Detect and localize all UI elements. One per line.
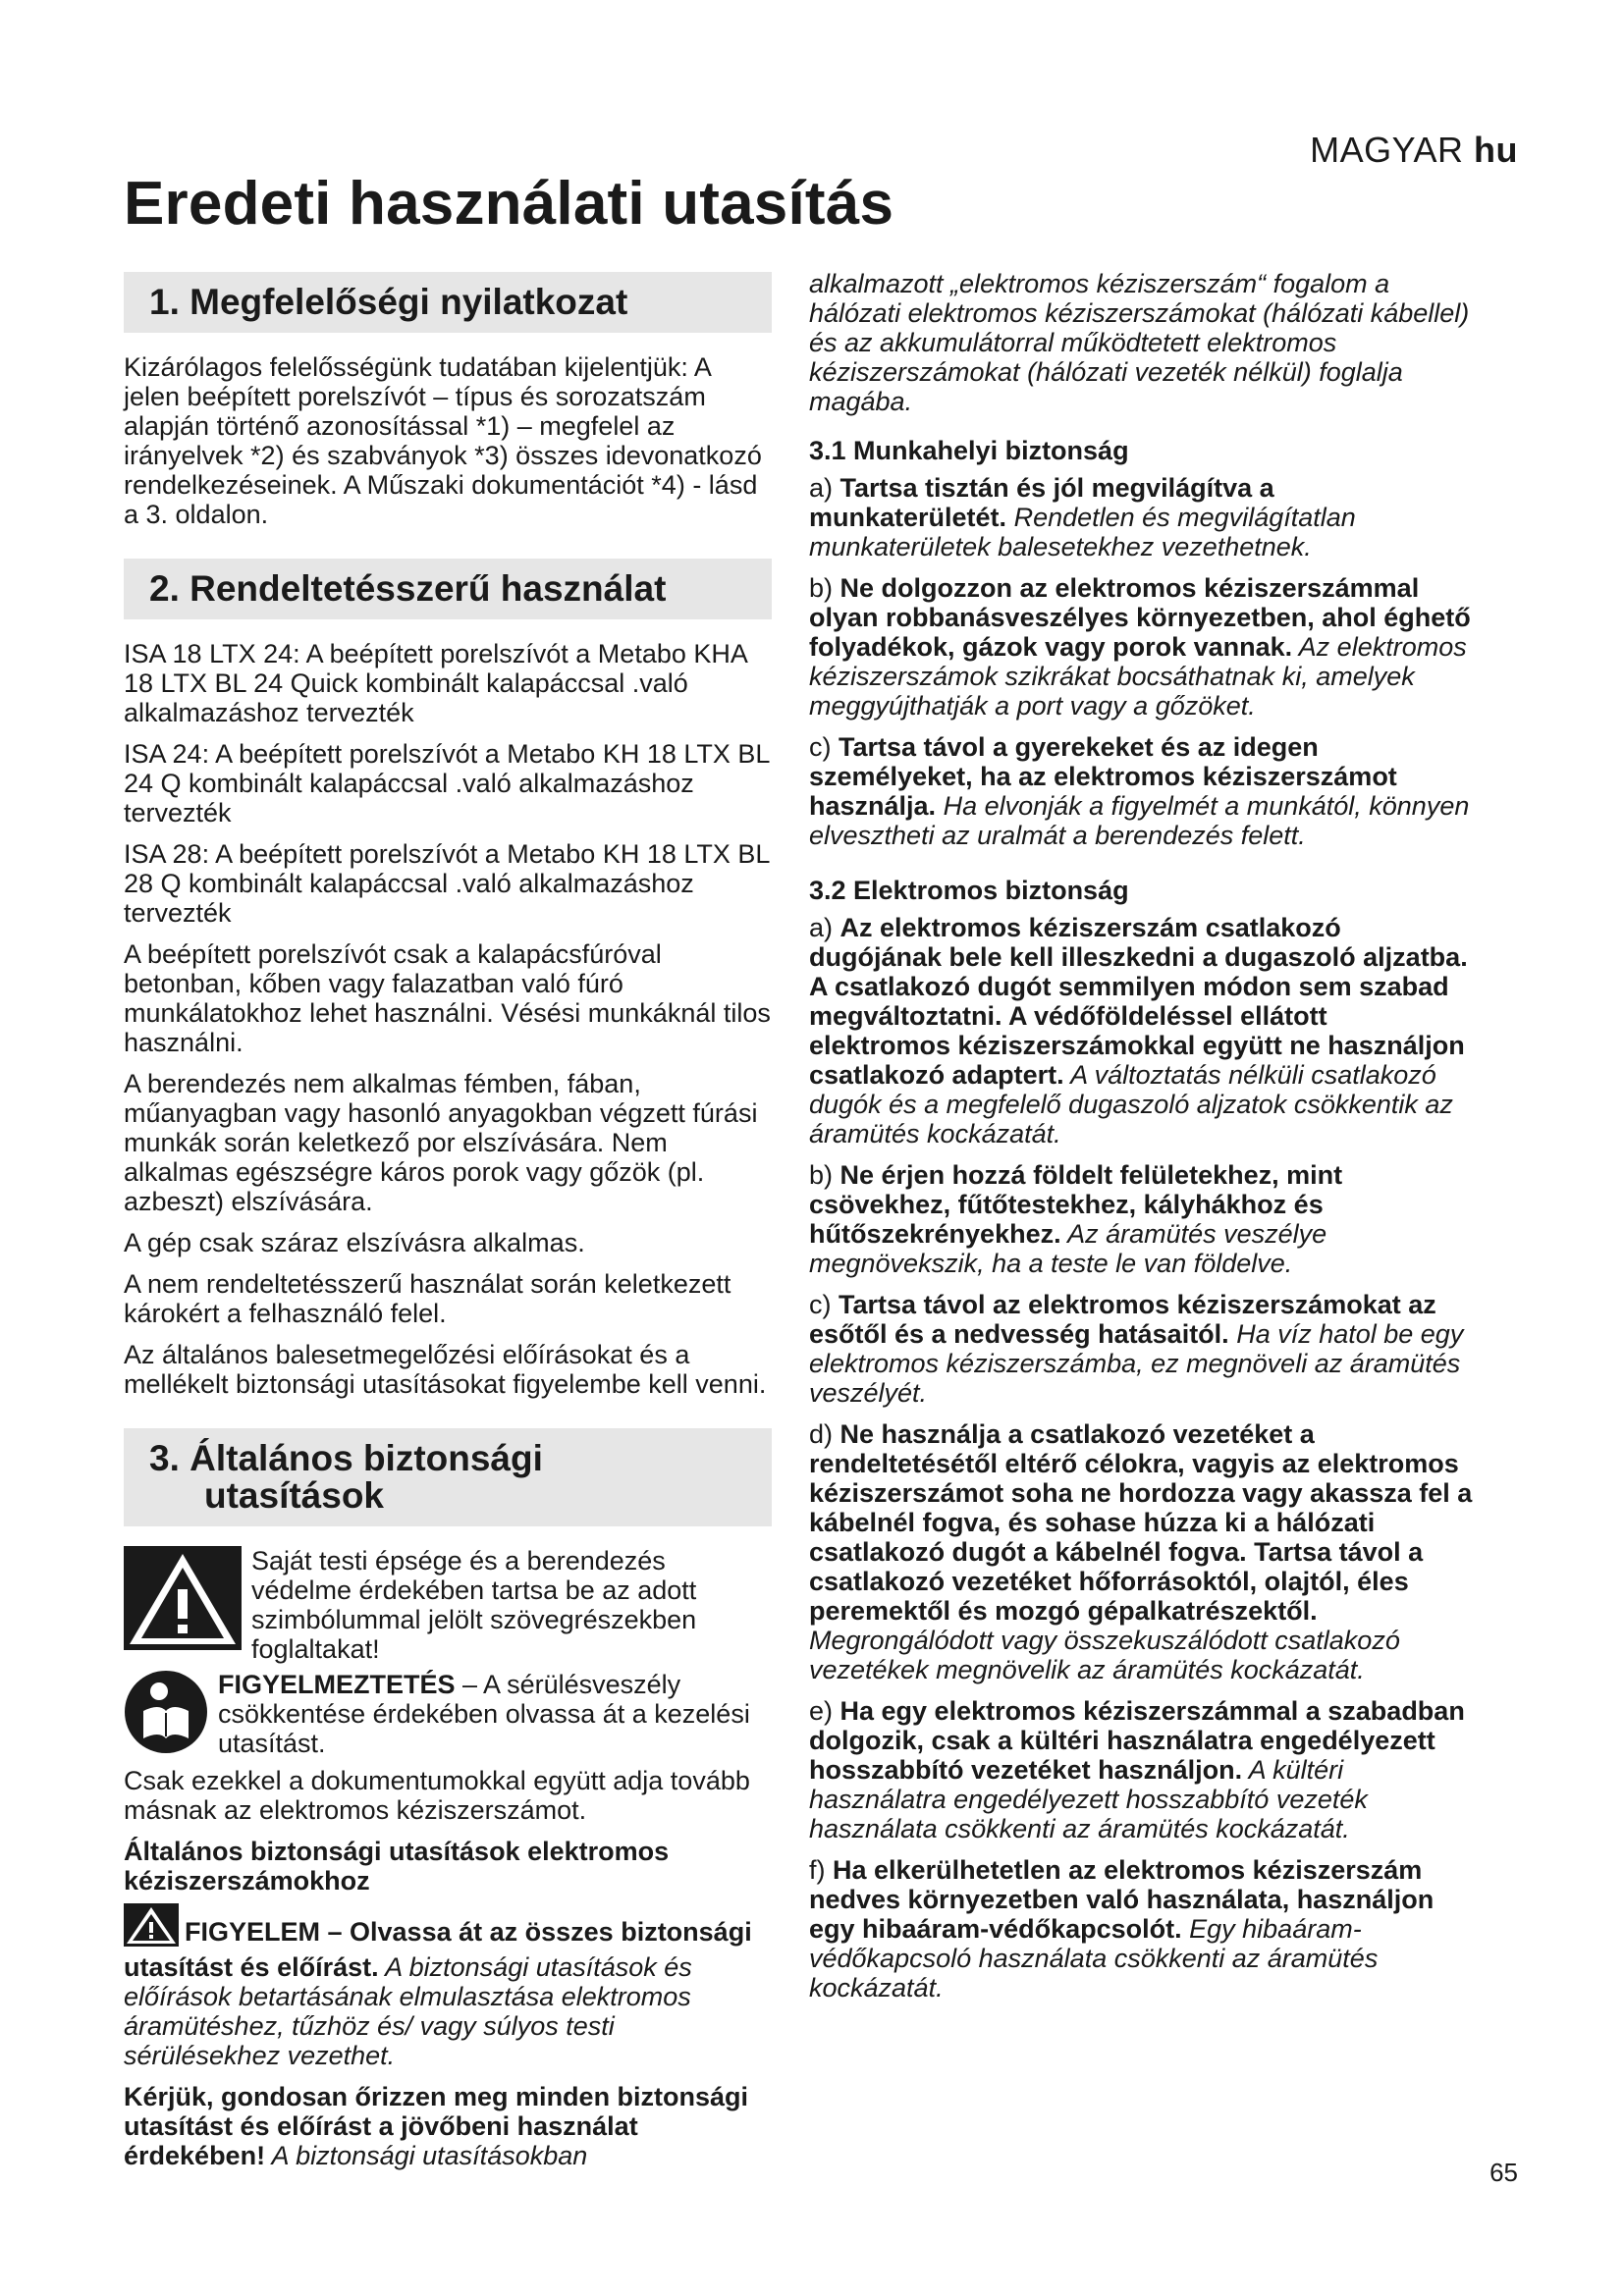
page-title: Eredeti használati utasítás [124, 170, 894, 238]
usage-isa28: ISA 28: A beépített porelszívót a Metabo KH 18 LTX BL 28 Q kombinált kalapáccsal .való alkalmazáshoz tervezték [124, 839, 770, 928]
keep-instructions-note: Kérjük, gondosan őrizzen meg minden biztonsági utasítást és előírást a jövőbeni használat érdekében! A biztonsági utasításokban [124, 2082, 749, 2170]
electrical-safety-heading: 3.2 Elektromos biztonság [809, 876, 1129, 905]
usage-regulations: Az általános balesetmegelőzési előírásokat és a mellékelt biztonsági utasításokat figyelembe kell venni. [124, 1340, 767, 1399]
section-1-heading: 1. Megfelelőségi nyilatkozat [124, 272, 772, 333]
electrical-a: a) Az elektromos kéziszerszám csatlakozó dugójának bele kell illeszkedni a dugaszoló aljzatba. A csatlakozó dugót semmilyen módon sem szabad megváltoztatni. A védőföldeléssel ellátott elektromos kéziszerszámokkal együtt ne használjon csatlakozó adaptert. A változtatás nélküli csatlakozó dugók és a megfelelő dugaszoló aljzatok csökkentik az áramütés kockázatát. [809, 913, 1468, 1148]
attention-icon [124, 1903, 179, 1952]
section-2-heading: 2. Rendeltetésszerű használat [124, 559, 772, 619]
electrical-b: b) Ne érjen hozzá földelt felületekhez, mint csövekhez, fűtőtestekhez, kályhákhoz és hűtőszekrényekhez. Az áramütés veszélye megnövekszik, ha a teste le van földelve. [809, 1160, 1343, 1278]
usage-liability: A nem rendeltetésszerű használat során keletkezett károkért a felhasználó felel. [124, 1269, 731, 1328]
general-safety-heading: Általános biztonsági utasítások elektromos kéziszerszámokhoz [124, 1837, 670, 1896]
right-column [809, 269, 1473, 2014]
electrical-f: f) Ha elkerülhetetlen az elektromos kéziszerszám nedves környezetben való használata, használjon egy hibaáram-védőkapcsolót. Egy hibaáram-védőkapcsoló használata csökkenti az áramütés kockázatát. [809, 1855, 1435, 2002]
usage-isa24: ISA 24: A beépített porelszívót a Metabo KH 18 LTX BL 24 Q kombinált kalapáccsal .való alkalmazáshoz tervezték [124, 739, 770, 828]
workplace-safety-heading: 3.1 Munkahelyi biztonság [809, 436, 1129, 465]
page-number: 65 [1489, 2158, 1518, 2187]
usage-dry-only: A gép csak száraz elszívásra alkalmas. [124, 1228, 585, 1257]
warning-triangle-icon [124, 1546, 242, 1656]
read-manual-icon [124, 1670, 208, 1760]
attention-note: FIGYELEM – Olvassa át az összes biztonsági utasítást és előírást. A biztonsági utasítások és előírások betartásának elmulasztása elektromos áramütéshez, tűzhöz és/ vagy súlyos testi sérülésekhez vezethet. [124, 1903, 772, 2070]
language-label: MAGYAR hu [1310, 130, 1518, 170]
usage-not-suitable: A berendezés nem alkalmas fémben, fában, műanyagban vagy hasonló anyagokban végzett fúrási munkák során keletkező por elszívására. Nem alkalmas egészségre káros porok vagy gőzök (pl. azbeszt) elszívására. [124, 1069, 758, 1216]
left-column [124, 272, 772, 2182]
electrical-d: d) Ne használja a csatlakozó vezetéket a rendeltetésétől eltérő célokra, vagyis az elektromos kéziszerszámot soha ne hordozza vagy akassza fel a kábelnél fogva, és sohase húzza ki a hálózati csatlakozó dugót a kábelnél fogva. Tartsa távol a csatlakozó vezetéket hőforrásoktól, olajtól, éles peremektől és mozgó gépalkatrészektől. Megrongálódott vagy összekuszálódott csatlakozó vezetékek megnövelik az áramütés kockázatát. [809, 1419, 1473, 1684]
docs-handover: Csak ezekkel a dokumentumokkal együtt adja tovább másnak az elektromos kéziszerszámot. [124, 1766, 750, 1825]
workplace-c: c) Tartsa távol a gyerekeket és az idegen személyeket, ha az elektromos kéziszerszámot használja. Ha elvonják a figyelmét a munkától, könnyen elvesztheti az uralmát a berendezés felett. [809, 732, 1470, 850]
workplace-a: a) Tartsa tisztán és jól megvilágítva a munkaterületét. Rendetlen és megvilágítatlan munkaterületek balesetekhez vezethetnek. [809, 473, 1356, 561]
usage-drilling: A beépített porelszívót csak a kalapácsfúróval betonban, kőben vagy falazatban való fúró munkálatokhoz lehet használni. Vésési munkáknál tilos használni. [124, 939, 771, 1057]
workplace-b: b) Ne dolgozzon az elektromos kéziszerszámmal olyan robbanásveszélyes környezetben, ahol éghető folyadékok, gázok vagy porok vannak. Az elektromos kéziszerszámok szikrákat bocsáthatnak ki, amelyek meggyújthatják a port vagy a gőzöket. [809, 573, 1471, 721]
usage-isa18: ISA 18 LTX 24: A beépített porelszívót a Metabo KHA 18 LTX BL 24 Quick kombinált kalapáccsal .való alkalmazáshoz tervezték [124, 639, 747, 727]
electrical-e: e) Ha egy elektromos kéziszerszámmal a szabadban dolgozik, csak a kültéri használatra engedélyezett hosszabbító vezetéket használjon. A kültéri használatra engedélyezett hosszabbító vezeték használata csökkenti az áramütés kockázatát. [809, 1696, 1465, 1843]
conformity-text: Kizárólagos felelősségünk tudatában kijelentjük: A jelen beépített porelszívót – típus és sorozatszám alapján történő azonosítással *1) – megfelel az irányelvek *2) és szabványok *3) összes idevonatkozó rendelkezéseinek. A Műszaki dokumentációt *4) - lásd a 3. oldalon. [124, 352, 762, 529]
electrical-c: c) Tartsa távol az elektromos kéziszerszámokat az esőtől és a nedvesség hatásaitól. Ha víz hatol be egy elektromos kéziszerszámba, ez megnöveli az áramütés veszélyét. [809, 1290, 1464, 1408]
warning-symbol-note: Saját testi épsége és a berendezés védelme érdekében tartsa be az adott szimbólummal jelölt szövegrészekben foglaltakat! [124, 1546, 772, 1664]
section-3-heading: 3. Általános biztonsági utasítások [124, 1428, 772, 1526]
power-tool-definition: alkalmazott „elektromos kéziszerszám“ fogalom a hálózati elektromos kéziszerszámokat (hálózati kábellel) és az akkumulátorral működtetett elektromos kéziszerszámokat (hálózati vezeték nélkül) foglalja magába. [809, 269, 1470, 416]
read-manual-note: FIGYELMEZTETÉS – A sérülésveszély csökkentése érdekében olvassa át a kezelési utasítást. [124, 1670, 772, 1760]
